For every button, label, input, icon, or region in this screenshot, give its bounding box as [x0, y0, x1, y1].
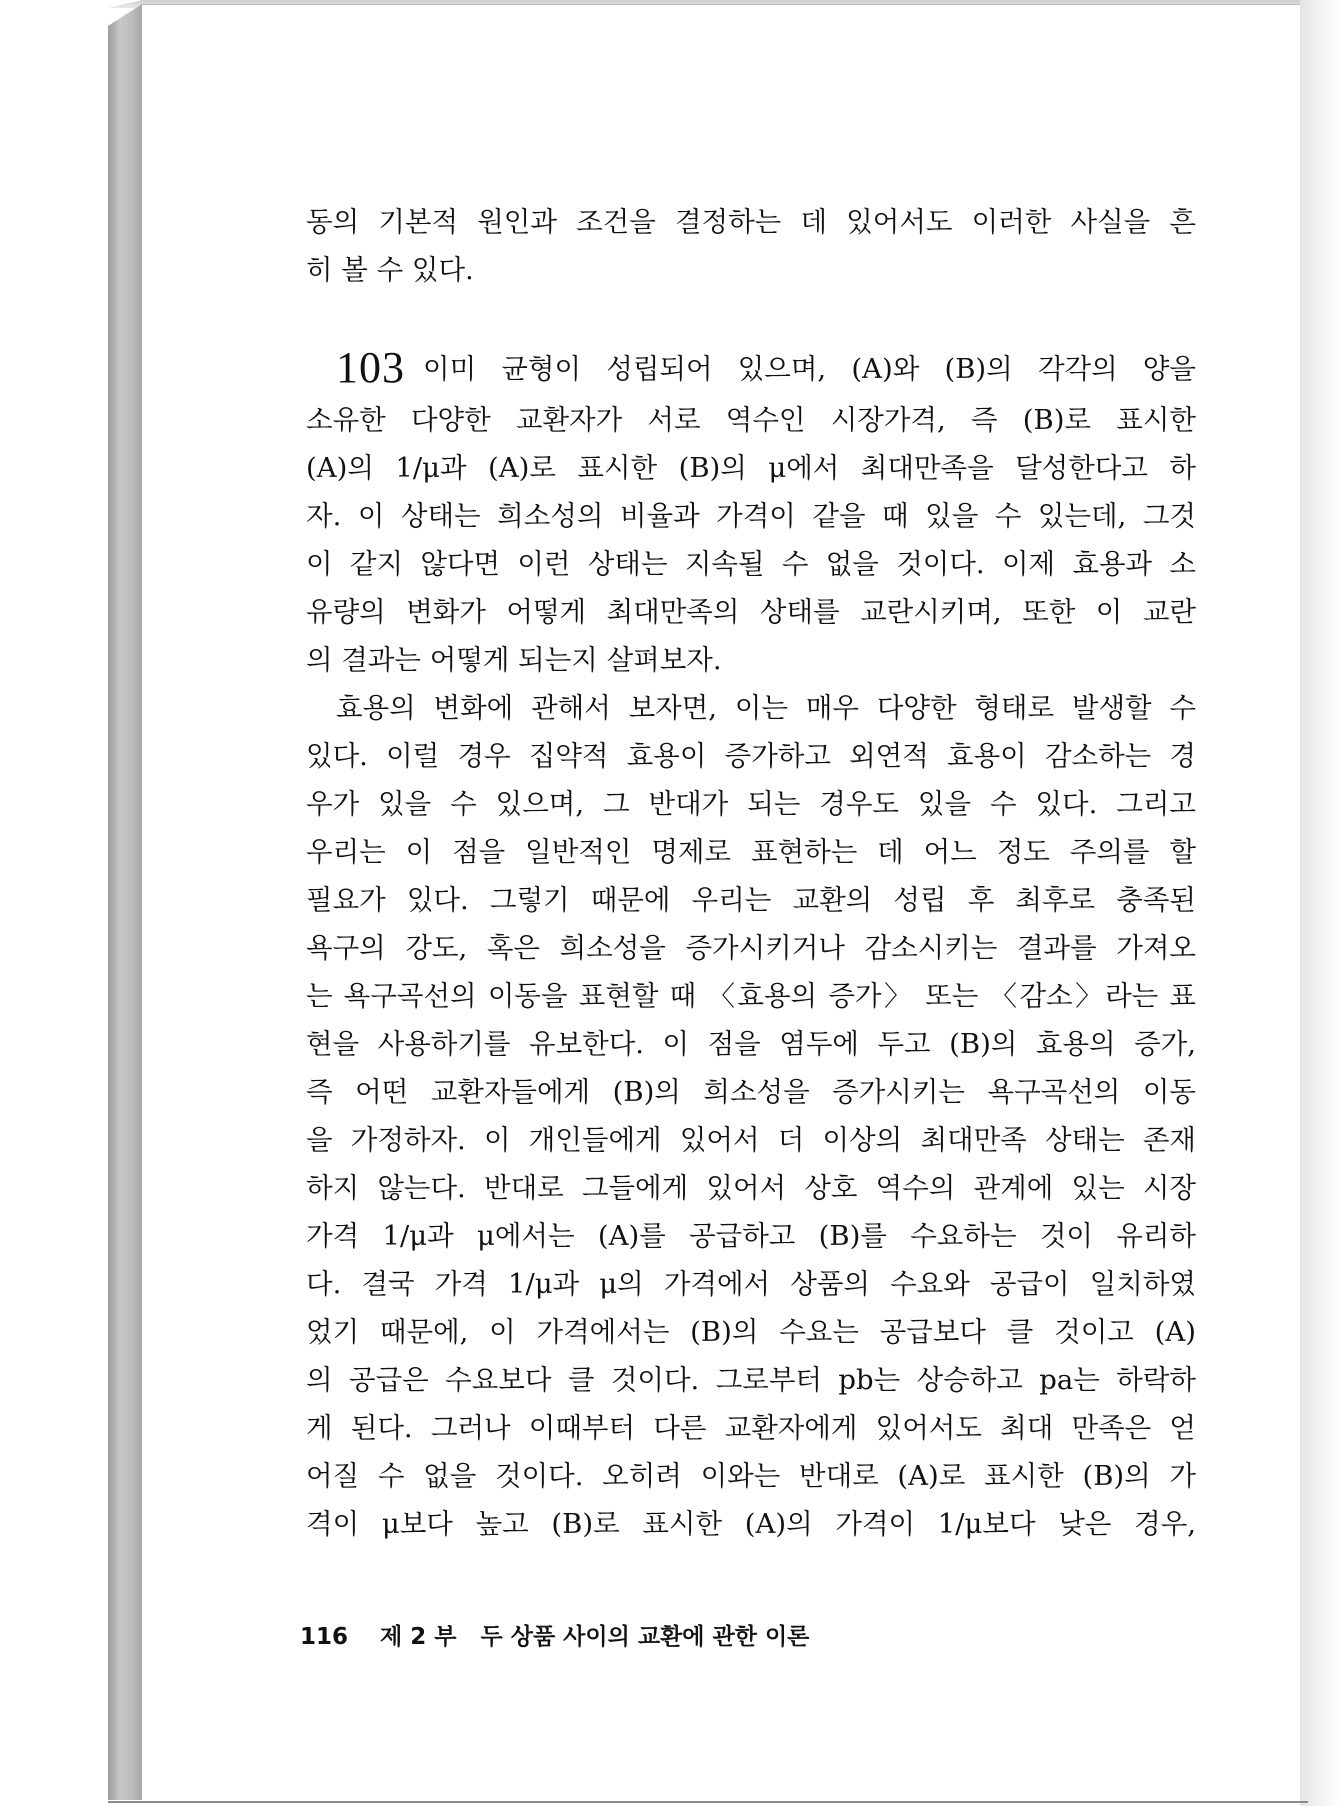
text-line: 필요가 있다. 그렇기 때문에 우리는 교환의 성립 후 최후로 충족된	[306, 884, 1196, 916]
page-right-shadow	[1300, 0, 1340, 1806]
text-line: 이 같지 않다면 이런 상태는 지속될 수 없을 것이다. 이제 효용과 소	[306, 548, 1196, 580]
page-number: 116	[300, 1624, 349, 1650]
continuation-text	[306, 198, 1196, 294]
text-line: 우리는 이 점을 일반적인 명제로 표현하는 데 어느 정도 주의를 할	[306, 836, 1196, 868]
text-line: 는 욕구곡선의 이동을 표현할 때 〈효용의 증가〉 또는 〈감소〉라는 표	[306, 980, 1196, 1012]
text-line: 게 된다. 그러나 이때부터 다른 교환자에게 있어서도 최대 만족은 얻	[306, 1412, 1196, 1444]
paragraph-first-line	[306, 340, 1196, 396]
text-line: 이미 균형이 성립되어 있으며, (A)와 (B)의 각각의 양을	[423, 353, 1196, 385]
text-line: 어질 수 없을 것이다. 오히려 이와는 반대로 (A)로 표시한 (B)의 가	[306, 1460, 1196, 1492]
page-bottom-edge	[108, 1801, 1308, 1803]
paragraph-number: 103	[336, 343, 405, 392]
text-line: 었기 때문에, 이 가격에서는 (B)의 수요는 공급보다 클 것이고 (A)	[306, 1316, 1196, 1348]
text-line: 가격 1/μ과 μ에서는 (A)를 공급하고 (B)를 수요하는 것이 유리하	[306, 1220, 1196, 1252]
text-line: 의 결과는 어떻게 되는지 살펴보자.	[306, 644, 722, 676]
text-line: 유량의 변화가 어떻게 최대만족의 상태를 교란시키며, 또한 이 교란	[306, 596, 1196, 628]
text-line: 즉 어떤 교환자들에게 (B)의 희소성을 증가시키는 욕구곡선의 이동	[306, 1076, 1196, 1108]
text-line: 격이 μ보다 높고 (B)로 표시한 (A)의 가격이 1/μ보다 낮은 경우,	[306, 1508, 1196, 1540]
text-line: 자. 이 상태는 희소성의 비율과 가격이 같을 때 있을 수 있는데, 그것	[306, 500, 1196, 532]
text-line: 우가 있을 수 있으며, 그 반대가 되는 경우도 있을 수 있다. 그리고	[306, 788, 1196, 820]
text-line: 소유한 다양한 교환자가 서로 역수인 시장가격, 즉 (B)로 표시한	[306, 404, 1196, 436]
part-title: 두 상품 사이의 교환에 관한 이론	[480, 1624, 810, 1650]
text-line: 의 공급은 수요보다 클 것이다. 그로부터 pb는 상승하고 pa는 하락하	[306, 1364, 1196, 1396]
text-line: 하지 않는다. 반대로 그들에게 있어서 상호 역수의 관계에 있는 시장	[306, 1172, 1196, 1204]
page-footer	[300, 1618, 809, 1651]
text-line: 현을 사용하기를 유보한다. 이 점을 염두에 두고 (B)의 효용의 증가,	[306, 1028, 1196, 1060]
book-spine	[108, 4, 142, 1800]
text-line: 욕구의 강도, 혹은 희소성을 증가시키거나 감소시키는 결과를 가져오	[306, 932, 1196, 964]
text-line: 효용의 변화에 관해서 보자면, 이는 매우 다양한 형태로 발생할 수	[336, 692, 1196, 724]
paragraph-103	[306, 340, 1196, 1548]
text-line: 다. 결국 가격 1/μ과 μ의 가격에서 상품의 수요와 공급이 일치하였	[306, 1268, 1196, 1300]
text-line: 을 가정하자. 이 개인들에게 있어서 더 이상의 최대만족 상태는 존재	[306, 1124, 1196, 1156]
text-line: 있다. 이럴 경우 집약적 효용이 증가하고 외연적 효용이 감소하는 경	[306, 740, 1196, 772]
text-line: (A)의 1/μ과 (A)로 표시한 (B)의 μ에서 최대만족을 달성한다고 하	[306, 452, 1196, 484]
text-line: 히 볼 수 있다.	[306, 254, 474, 286]
part-label: 제 2 부	[380, 1624, 457, 1650]
text-line: 동의 기본적 원인과 조건을 결정하는 데 있어서도 이러한 사실을 흔	[306, 206, 1196, 238]
